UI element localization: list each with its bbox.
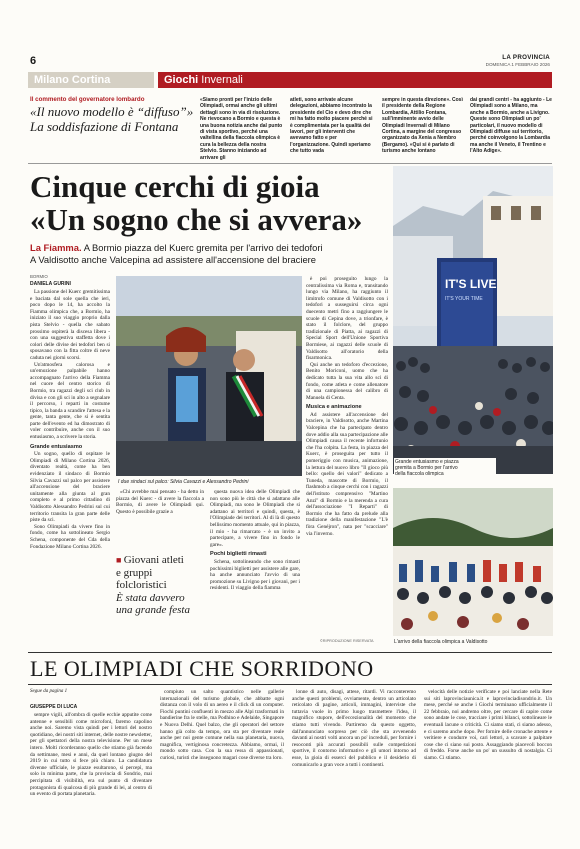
bottom-col-1 — [30, 712, 152, 822]
masthead: LA PROVINCIA — [502, 54, 550, 61]
main-headline-2: «Un sogno che si avvera» — [30, 202, 363, 237]
para-5: «Chi avrebbe mai pensato - ha detto in piazza del Kuerc - di avere la fiaccola a Bormio, di avere le Olimpiadi qui. Questo è possibile grazie a — [116, 489, 204, 515]
para-1: La passione del Kuerc gremitissima e baciata dal sole quella che ieri, poco dopo le 14, ha accolto la Fiamma olimpica che, a Bormio, ha iniziato il suo viaggio proprio dalla pista Stelvio - quella che sabato prossimo ospiterà la discesa libera - con una suggestiva staffetta dove i colori delle divise dei tedofori ben si sposavano con la fitta coltre di neve caduta nei giorni scorsi. — [30, 289, 110, 361]
top-title-2: La soddisfazione di Fontana — [30, 119, 179, 134]
para-2: Un'atmosfera calorosa e un'emozione palpabile hanno accompagnato l'arrivo della Fiamma nel cuore del centro storico di Bormio, tra ragazzi degli sci club in divisa e con gli sci in alto a segnalare il percorso, i reparti in costume tipico, la banda a scandire l'attesa e la gente, tanta gente, che si è sentita parte dell'evento ed ha dimostrato di voler contribuire, anche con il suo entusiasmo, a scrivere la storia. — [30, 361, 110, 441]
pull-quote-line-3: folcloristici — [116, 579, 167, 591]
bottom-headline: LE OLIMPIADI CHE SORRIDONO — [30, 656, 374, 681]
copyright-note: ©RIPRODUZIONE RISERVATA — [320, 639, 374, 643]
subhead-2: Pochi biglietti rimasti — [210, 551, 267, 558]
photo-mayors — [116, 276, 302, 476]
caption-mayors: I due sindaci sul palco: Silvia Cavazzi e Alessandro Pedrini — [118, 479, 249, 485]
para-6: questa nuova idea delle Olimpiadi che non sono più le città che si adattano alle Olimpiadi, ma sono le Olimpiadi che si adattano ai territori e quindi, questa, è l'Olimpiade dei territori. Al di là di questo bellissimo momento attuale, qui in piazza, il mio - ha rimarcato - è un invito a partecipare, a vivere fino in fondo le gare». — [210, 489, 300, 548]
subhead-3: Musica e animazione — [306, 404, 362, 411]
pull-quote-line-5: una grande festa — [116, 604, 190, 616]
top-col-3: sempre in questa direzione». Così il presidente della Regione Lombardia, Attilio Fontana, sull'imminente avvio delle Olimpiadi Invernali di Milano Cortina, a margine del congresso organizzato da Xenia a Nembro (Bergamo). «Qui si è parlato di turismo anche lontano — [382, 97, 463, 155]
photo-valdisotto — [393, 488, 553, 636]
bottom-col-3 — [292, 689, 416, 823]
main-deck-2: A Valdisotto anche Valcepina ad assistere all'accensione del braciere — [30, 254, 316, 265]
bottom-para-1: sempre vigili, all'ombra di quelle ecchie apputite come antenne e sensibili come microfoni, faremo capolino anche noi. Saremo vista quindi per i lettori del nostro quotidiano, dei nostri siti internet, delle nostre newsletter, per gli spettatori della nostra televisione. Per un mese intero. Molti ricorderanno quello che stiamo già facendo da settimane, mesi e anni, da quel lontano giugno del 2019 in cui tutto si fece più chiaro. La candidatura divenne ufficiale, le piazze esultarono, si percepì, ma solo in minima parte, che la provincia di Sondrio, mai percipitata di visibilità, era sul punto di diventare protagonista di qualcosa di più grande di lei, al centro di un evento di portata planetaria. — [30, 712, 152, 798]
deck-bold: La Fiamma. — [30, 242, 82, 253]
para-9: Qui anche un tedoforo d'eccezione, Benito Moriconi, uomo che ha dedicato tutta la sua vita allo sci di fondo, come atleta e come allenatore di una campionessa del calibro di Manuela di Centa. — [306, 361, 388, 401]
top-kicker: Il commento del governatore lombardo — [30, 96, 145, 103]
issue-date: DOMENICA 1 FEBBRAIO 2026 — [485, 62, 550, 67]
photo-crowd-image — [393, 166, 553, 474]
banner-sub: IT'S YOUR TIME — [445, 296, 483, 302]
top-divider — [28, 163, 552, 164]
caption-crowd-line-1: Grande entusiasmo e piazza — [395, 459, 459, 465]
bottom-rule-top — [28, 652, 552, 653]
section-right-label — [164, 73, 243, 88]
bottom-rule — [28, 684, 552, 685]
pull-quote-line-1: ■ Giovani atleti — [116, 554, 184, 566]
top-title-1: «Il nuovo modello è “diffuso”» — [30, 104, 194, 119]
para-3: Un sogno, quello di ospitare le Olimpiadi di Milano Cortina 2026, diventato realtà, come ha ben evidenziato il sindaco di Bormio Silvia Cavazzi sul palco per assistere all'accensione del braciere unitamente alla giunta al gran completo e al primo cittadino di Valdisotto Alessandro Pedrini sul cui territorio transita la gran parte delle piste da sci. — [30, 451, 110, 524]
caption-crowd-line-2: gremita a Bormio per l'arrivo — [395, 465, 458, 471]
section-bar — [28, 72, 552, 88]
top-col-2: atleti, sono arrivate alcune delegazioni, abbiamo incontrato la presidente del Cio e devo dire che mi ha fatto molto piacere perché si è complimentata per la qualità dei lavori, per gli interventi che avevamo fatto e per l'organizzazione. Quindi speriamo che tutto vada — [290, 97, 373, 155]
bottom-col-4 — [424, 689, 552, 823]
para-10: Ad assistere all'accensione del braciere, in Valdisotto, anche Martina Valcepina che ha partecipato dentro dove addio alla sua partecipazione alle Olimpiadi causa il recente infortunio che l'ha colpita. La festa, in piazza del Kuerc, è proseguita per tutto il pomeriggio con musica, animazione, la lettura del nuovo libro "Il gioco più bello: quello dei valori" dedicato a Tuneda, mascotte di Bormio, il flashmob a cinque cerchi con i ragazzi dell'istituto comprensivo "Martino Anzi" di Bormio e la merenda a cura dell'associazione "I Reparti" di Bormio che ha fatto da prelude alla tradizione della manifestazione "L'è fòra Genéjron", nata per "scacciare" via l'inverno. — [306, 411, 388, 537]
bottom-para-2: compiuto un salto quantistico nelle gallerie internazionali del turismo globale, che abbatte ogni distanza con il volo di un aereo e il click di un computer. Fiochi puntini confluenti in mezzo alle Alpi trasformati in bandierine fra le stelle, ma Podhino e Adelaide, Singapore e Nuova Delhi. Quel balzo, che gli operatori del settore hanno già colto da tempo, ora sta per diventare reale anche per noi gente comune nella sua planetaria, nuova, magnifica, vertiginosa concretezza. Abbiamo, ormai, il mondo sotto casa. Con la sua ressa di appassionati, curiosi, turisti che inseguono magari cose diverse tra loro. — [160, 689, 284, 761]
bottom-para-3: lonne di auto, disagi, attese, ritardi. Vi racconteremo anche questi problemi, ovviamente, dentro un articolato reticolato di pagine, articoli, immagini, interviste che tuttavia vuole in primo luogo trasmettere l'idea, il magnifico stupore, dell'eccezionalità del momento che stiamo tutti vivendo. Partiremo da questo oggetto, dall'annunciato sorpreso per ciò che sta avvenendo davanti ai nostri volti ancora un po' increduli, per fornire i resoconti più accurati possibili sulle competizioni sportive, il contorno informativo e gli umori intorno ad esse, la gioia di esserci del pubblico e il desiderio di comunicarlo a gran voce a tutti i continenti. — [292, 689, 416, 768]
pull-quote — [116, 554, 206, 617]
byline: DANIELA GURINI — [30, 281, 71, 287]
col-left — [30, 289, 110, 642]
main-deck-1 — [30, 242, 385, 253]
col-mid-b — [210, 489, 300, 643]
pull-quote-line-4: È stata davvero — [116, 591, 185, 604]
section-left-label: Milano Cortina — [34, 74, 111, 86]
pull-quote-line-2: e gruppi — [116, 566, 153, 579]
dateline: BORMIO — [30, 274, 48, 279]
deck-line-1: A Bormio piazza del Kuerc gremita per l'arrivo dei tedofori — [83, 242, 323, 253]
bottom-follow: Segue da pagina 1 — [30, 689, 68, 694]
top-col-1: «Siamo pronti per l'inizio delle Olimpiadi, ormai anche gli ultimi dettagli sono in via di risoluzione. Ne rievocano a Bormio e questa è una buona notizia anche dal punto di vista sportivo, perché una valtellina della fiaccola olimpica è cura la bellezza della nostra Stelvio. Stanno iniziando ad arrivare gli — [200, 97, 283, 161]
page-number: 6 — [30, 55, 37, 67]
para-4: Sono Olimpiadi da vivere fino in fondo, come ha sottolineato Sergio Schena, componente del Cda della Fondazione Milano Cortina 2026. — [30, 523, 110, 550]
bottom-author: GIUSEPPE DI LUCA — [30, 704, 78, 710]
col-right — [306, 276, 388, 638]
caption-crowd-line-3: della fiaccola olimpica — [395, 471, 444, 477]
caption-crowd — [394, 458, 496, 478]
photo-mayors-image — [116, 276, 302, 476]
top-col-4: dai grandi centri - ha aggiunto - Le Olimpiadi sono a Milano, ma anche a Bormio, anche a Livigno. Queste sono Olimpiadi un po' particolari, il nuovo modello di Olimpiadi diffuse sul territorio, perché coinvolgono la Lombardia ma anche il Veneto, il Trentino e l'Alto Adige». — [470, 97, 552, 155]
bottom-col-2 — [160, 689, 284, 823]
bottom-para-4: velocità delle notizie verificate e poi lanciate nella Rete sui siti laprovinciaunica.it e laprovinciadisondrio.it. Un mese, perché se anche i Giochi terminano ufficialmente il 22 febbraio, noi andremo oltre, per cercare di capire come sono andate le cose, tracciare i primi bilanci, sottolineare le eventuali lacune o criticità. Ci siamo stati, ci siamo adesso, e ci saremo anche dopo. Per fornire delle cronache attente e veritiere e condurre voi, cari lettori, a scavare a palpitare cose che ci siano sui posto. Assaggiando piacevoli boccon di freddo. Forse anche un po' un sussulto di nostalgia. Ci siamo. Ci stiamo. — [424, 689, 552, 761]
para-8: è poi proseguito lungo la centralissima via Roma e, transitando lungo via Milano, ha raggiunto il limitrofo comune di Valdisotto con i tedofori a susseguirsi circa ogni duecento metri fino a raggiungere le scuole di Cepina dove, a trionfare, è stato il folclore, del gruppo tradizionale di Piatta, ai ragazzi di Special Sport dell'Unione Sportiva Bormiese, ai ragazzi delle scuole di Valdisotto all'oratorio della fisarmonica. — [306, 276, 388, 362]
main-headline-1: Cinque cerchi di gioia — [30, 169, 320, 204]
para-7: Schena, sottolineando che sono rimasti pochissimi biglietti per assistere alle gare, ha anche annunciato l'avvio di una promozione su Livigno per i giovani, per i residenti. Il viaggio della fiamma — [210, 558, 300, 592]
caption-valdisotto: L'arrivo della fiaccola olimpica a Valdisotto — [394, 639, 488, 645]
section-right-bold: Giochi — [164, 74, 199, 86]
photo-valdisotto-image — [393, 488, 553, 636]
banner-text: IT'S LIVE — [445, 277, 497, 291]
photo-crowd — [393, 166, 553, 474]
subhead-1: Grande entusiasmo — [30, 443, 83, 450]
section-right-light: Invernali — [201, 74, 243, 86]
